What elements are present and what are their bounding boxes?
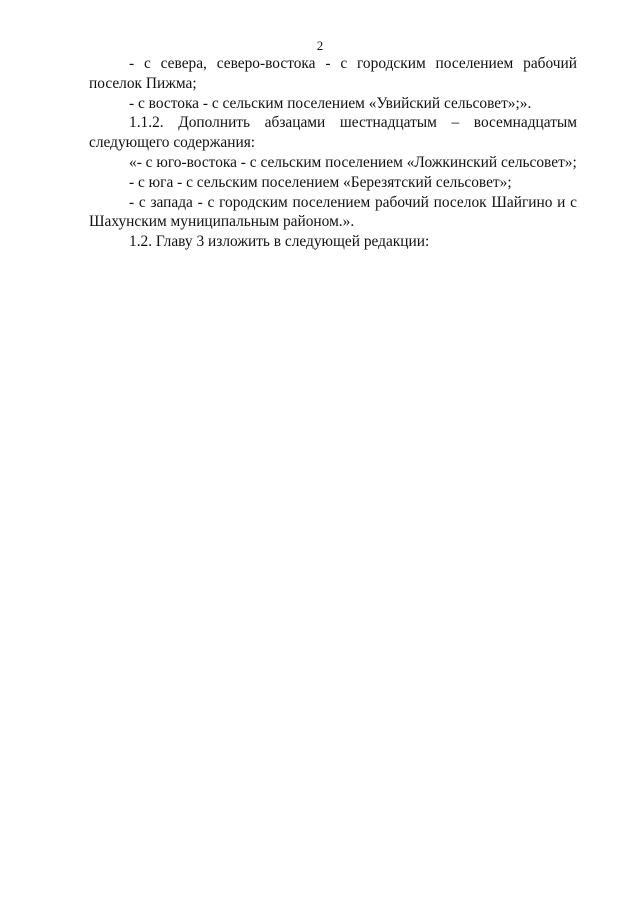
paragraph-south-border: - с юга - с сельским поселением «Березятский сельсовет»; [129, 173, 512, 191]
paragraph-chapter-3: 1.2. Главу 3 изложить в следующей редакции: [129, 233, 430, 251]
page-number: 2 [316, 38, 324, 53]
document-body [89, 54, 577, 252]
paragraph-north-border: - с севера, северо-востока - с городским поселением рабочий поселок Пижма; [89, 55, 577, 92]
paragraph-east-border: - с востока - с сельским поселением «Увийский сельсовет»;». [129, 94, 532, 112]
paragraph-amendment-1-1-2: 1.1.2. Дополнить абзацами шестнадцатым – восемнадцатым следующего содержания: [89, 114, 577, 152]
paragraph-west-border: - с запада - с городским поселением рабочий поселок Шайгино и с Шахунским муниципальным районом.». [89, 193, 577, 231]
paragraph-southeast-border: «- с юго-востока - с сельским поселением «Ложкинский сельсовет»; [129, 153, 577, 171]
